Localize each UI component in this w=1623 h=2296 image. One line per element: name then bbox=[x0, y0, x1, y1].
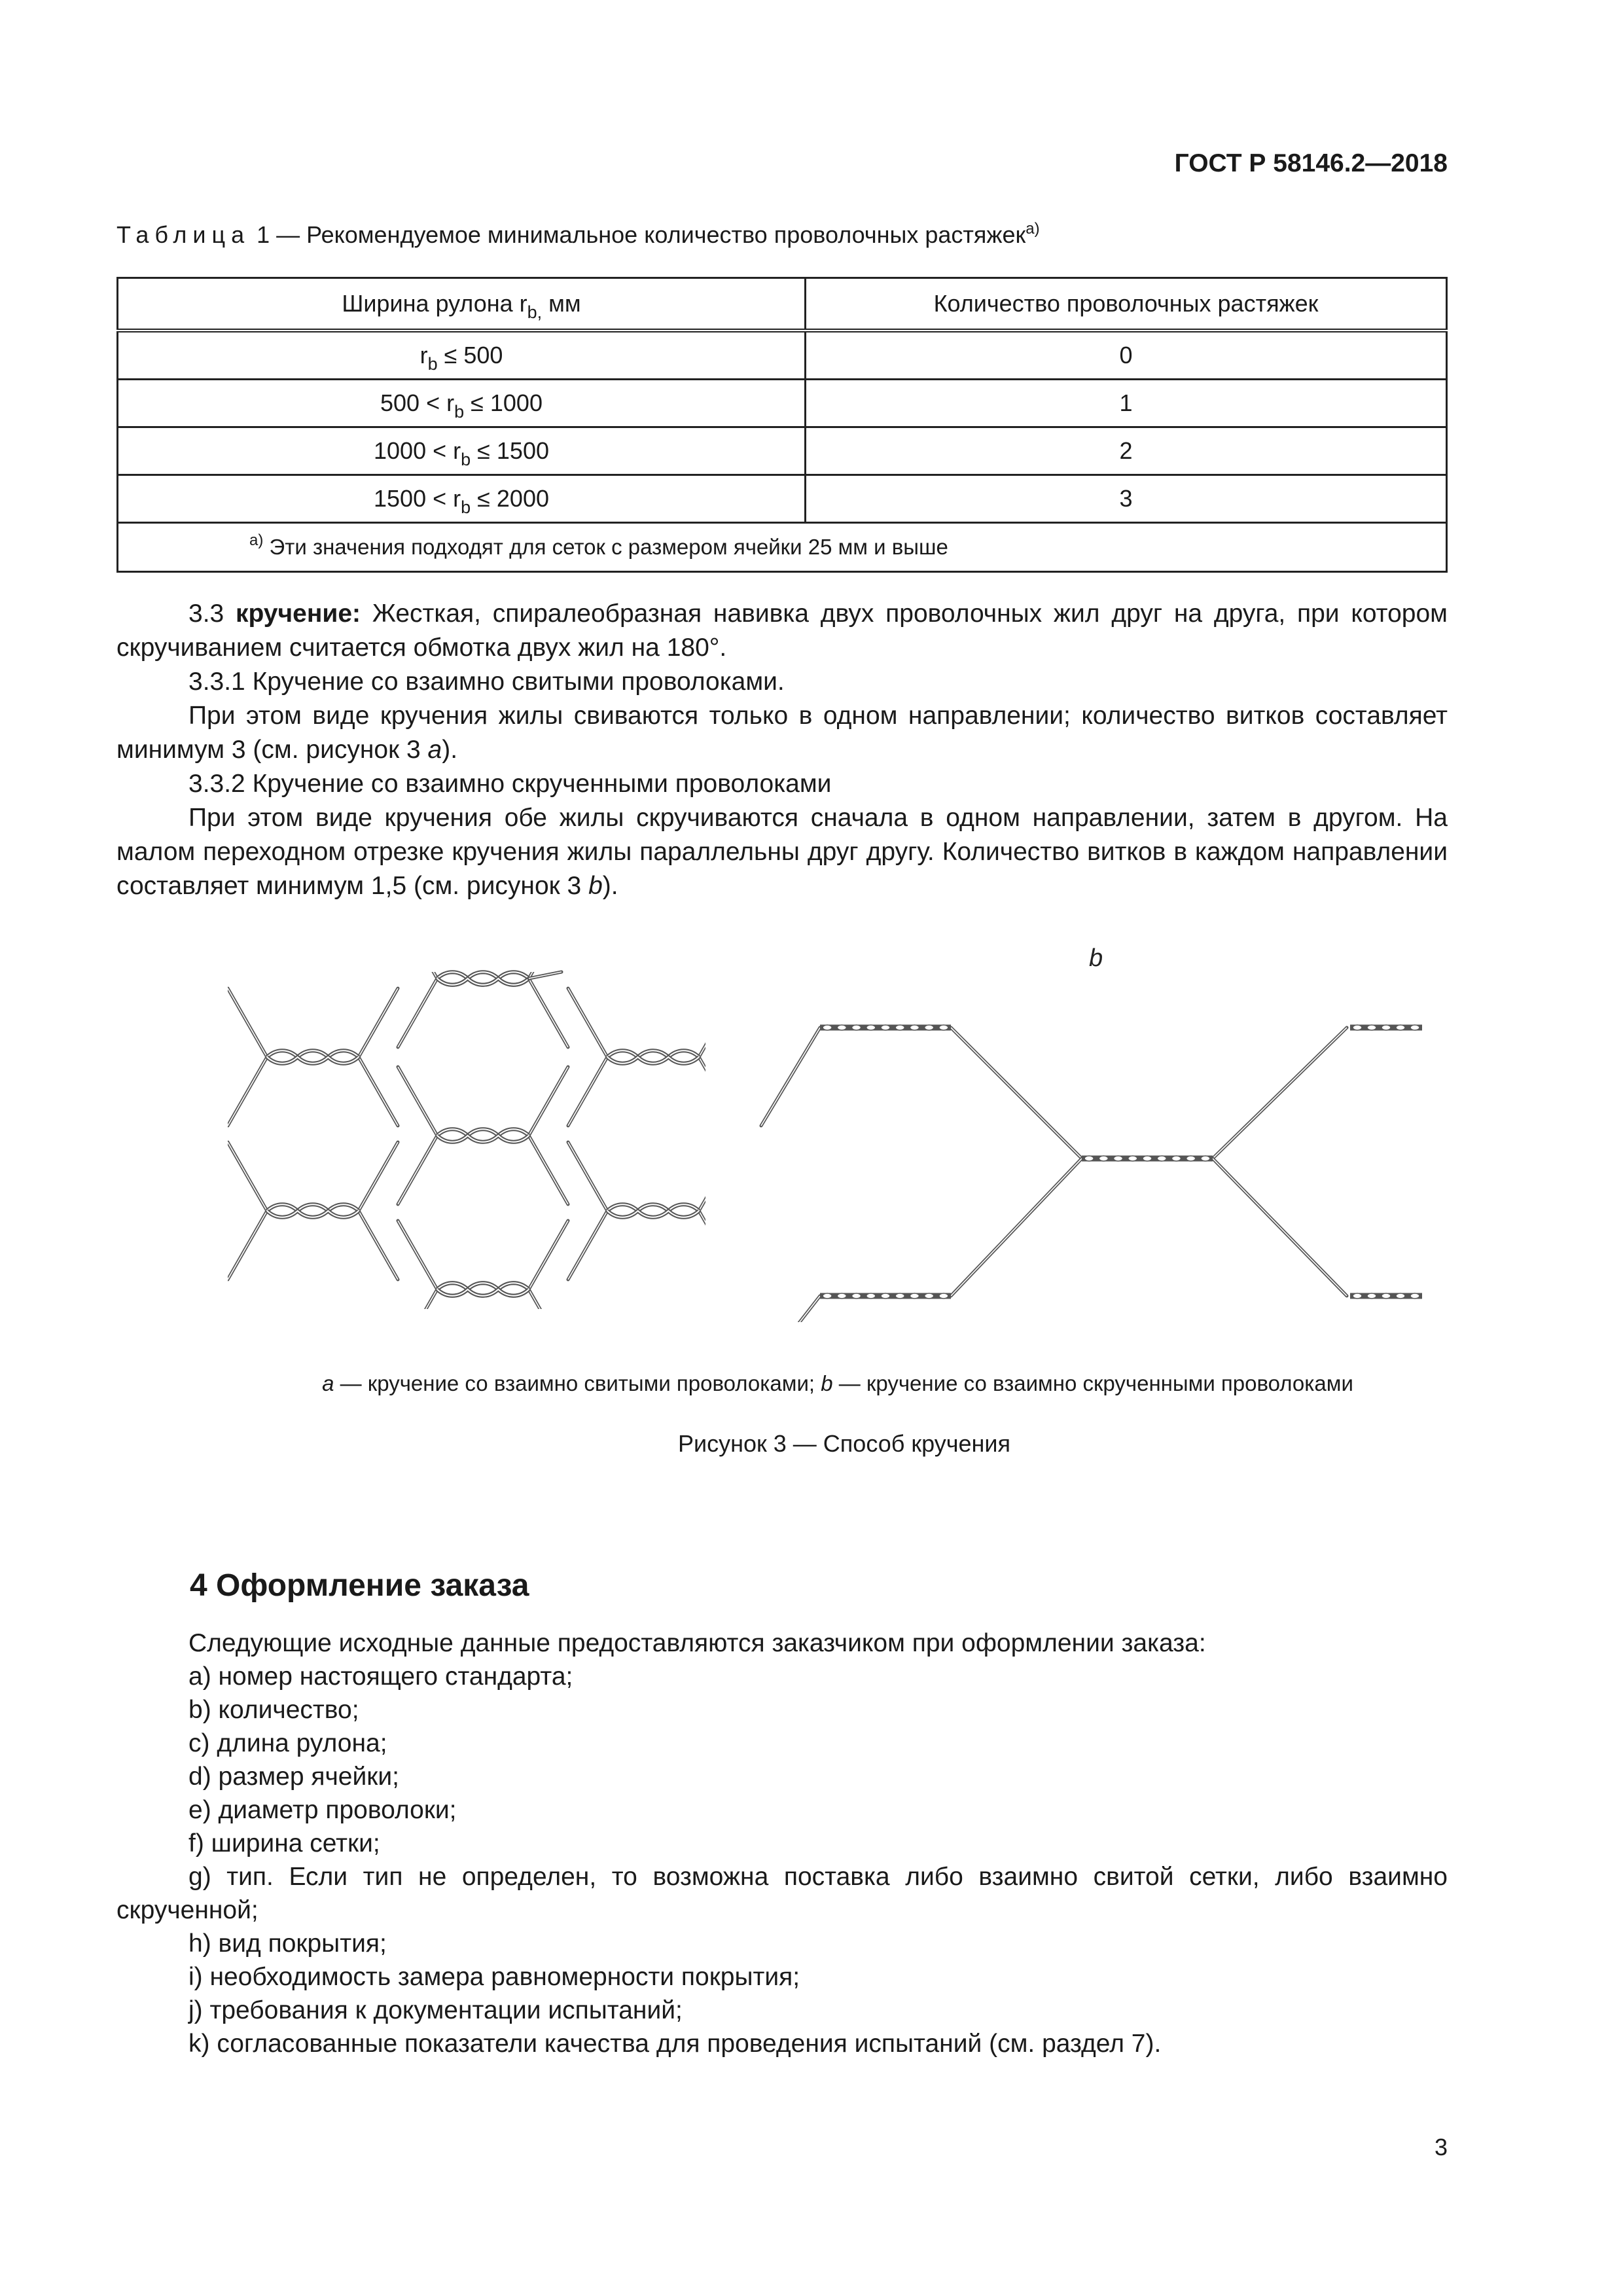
twist-turn bbox=[1143, 1156, 1152, 1161]
order-list-item: d) размер ячейки; bbox=[188, 1763, 399, 1791]
twist-turn bbox=[910, 1293, 919, 1299]
twist-turn bbox=[1367, 1293, 1376, 1299]
wire-highlight bbox=[228, 1142, 267, 1211]
twist-turn bbox=[895, 1025, 904, 1030]
order-list-item: a) номер настоящего стандарта; bbox=[188, 1662, 573, 1691]
clause-3-3 bbox=[116, 597, 1448, 903]
twist-turn bbox=[1186, 1156, 1196, 1161]
twist-turn bbox=[1382, 1025, 1391, 1030]
order-list-item: b) количество; bbox=[188, 1696, 359, 1724]
cell-text: 1500 < r bbox=[374, 485, 461, 512]
footnote-mark: a) bbox=[249, 531, 264, 549]
wire-double-twist bbox=[820, 1025, 951, 1030]
wire-twist bbox=[267, 1204, 359, 1217]
ties-count-cell: 1 bbox=[806, 380, 1447, 427]
twist-strand bbox=[607, 1204, 699, 1211]
twist-strand bbox=[267, 1204, 359, 1211]
twist-strand bbox=[437, 1289, 529, 1296]
legend-text-b: — кручение со взаимно скрученными проволоками bbox=[832, 1371, 1353, 1395]
paragraph-3-3-1-text bbox=[116, 699, 1448, 767]
figure-ref-a: a bbox=[427, 736, 442, 764]
table-caption bbox=[116, 221, 1040, 249]
twist-turn bbox=[1367, 1025, 1376, 1030]
legend-text-a: — кручение со взаимно свитыми проволоками; bbox=[334, 1371, 821, 1395]
twist-turn bbox=[939, 1293, 948, 1299]
twist-strand bbox=[267, 1211, 359, 1217]
mesh-double-twisted-wires bbox=[761, 916, 1448, 1322]
twist-turn bbox=[925, 1293, 934, 1299]
ties-count-cell: 3 bbox=[806, 475, 1447, 523]
table-row bbox=[118, 427, 1447, 475]
twist-turn bbox=[1410, 1293, 1419, 1299]
mask bbox=[116, 1309, 771, 1322]
paragraph-3-3-2-text bbox=[116, 801, 1448, 903]
column-header-unit: мм bbox=[542, 290, 581, 317]
wire-highlight bbox=[398, 1136, 437, 1204]
column-header-subscript: b, bbox=[527, 302, 543, 322]
order-list-item: i) необходимость замера равномерности покрытия; bbox=[188, 1963, 800, 1991]
wire-highlight bbox=[398, 1221, 437, 1289]
cell-text-end: ≤ 2000 bbox=[471, 485, 549, 512]
clause-number: 3.3 bbox=[188, 600, 236, 628]
twist-strand bbox=[437, 972, 529, 978]
wire-highlight bbox=[1213, 1158, 1347, 1296]
twist-turn bbox=[823, 1293, 832, 1299]
section-intro: Следующие исходные данные предоставляются заказчиком при оформлении заказа: bbox=[188, 1629, 1206, 1657]
twist-turn bbox=[1353, 1293, 1362, 1299]
table-row bbox=[118, 331, 1447, 380]
figure-caption: Рисунок 3 — Способ кручения bbox=[678, 1430, 1010, 1457]
order-list-item: k) согласованные показатели качества для проведения испытаний (см. раздел 7). bbox=[188, 2030, 1162, 2058]
wire-highlight bbox=[529, 1221, 568, 1289]
figure-label-b: b bbox=[1089, 944, 1103, 972]
cell-subscript: b bbox=[427, 354, 438, 374]
wire-highlight bbox=[228, 1057, 267, 1126]
table-container bbox=[116, 277, 1448, 573]
roll-width-cell bbox=[118, 380, 806, 427]
column-header-roll-width bbox=[118, 278, 806, 331]
twist-turn bbox=[1396, 1293, 1405, 1299]
wire-highlight bbox=[1213, 1028, 1347, 1158]
figure-legend bbox=[0, 1371, 1623, 1396]
wire-highlight bbox=[529, 1067, 568, 1136]
wire-highlight bbox=[359, 1211, 398, 1280]
twist-turn bbox=[1099, 1156, 1108, 1161]
legend-key-a: a bbox=[322, 1371, 334, 1395]
wire-highlight bbox=[359, 1057, 398, 1126]
wire-highlight bbox=[568, 1057, 607, 1126]
twist-turn bbox=[1084, 1156, 1094, 1161]
wire-twist bbox=[437, 972, 529, 985]
wire-highlight bbox=[228, 1211, 267, 1280]
wire-highlight bbox=[951, 1158, 1082, 1296]
cell-subscript: b bbox=[461, 497, 471, 517]
mask bbox=[116, 916, 228, 1322]
cell-text: 1000 < r bbox=[374, 437, 461, 464]
twist-turn bbox=[837, 1293, 846, 1299]
wire-highlight bbox=[529, 1136, 568, 1204]
table-caption-footnote-mark: a) bbox=[1026, 220, 1040, 238]
roll-width-cell bbox=[118, 427, 806, 475]
wire-highlight bbox=[398, 1067, 437, 1136]
paragraph-text: При этом виде кручения жилы свиваются только в одном направлении; количество витков составляет минимум 3 (см. рисунок 3 bbox=[116, 702, 1448, 764]
order-list-item: f) ширина сетки; bbox=[188, 1829, 380, 1857]
twist-turn bbox=[895, 1293, 904, 1299]
clause-term: кручение: bbox=[235, 600, 361, 628]
twist-turn bbox=[852, 1025, 861, 1030]
legend-key-b: b bbox=[821, 1371, 833, 1395]
order-list-item: e) диаметр проволоки; bbox=[188, 1796, 457, 1824]
twist-methods-illustration bbox=[116, 916, 1448, 1322]
twist-turn bbox=[866, 1293, 876, 1299]
wire-double-twist bbox=[1350, 1293, 1422, 1299]
order-requirements bbox=[116, 1626, 1448, 2060]
twist-turn bbox=[925, 1025, 934, 1030]
twist-turn bbox=[866, 1025, 876, 1030]
twist-turn bbox=[1128, 1156, 1137, 1161]
wire-double-twist bbox=[1350, 1025, 1422, 1030]
order-items-list bbox=[116, 1660, 1448, 2060]
twist-strand bbox=[607, 1057, 699, 1064]
column-header-ties-count: Количество проволочных растяжек bbox=[806, 278, 1447, 331]
cell-text-end: ≤ 1500 bbox=[471, 437, 549, 464]
mask bbox=[705, 916, 784, 1322]
twist-turn bbox=[881, 1025, 890, 1030]
order-list-item: c) длина рулона; bbox=[188, 1729, 387, 1757]
order-list-item: h) вид покрытия; bbox=[188, 1929, 387, 1958]
wire-ties-table bbox=[116, 277, 1448, 573]
wire-double-twist bbox=[1082, 1156, 1213, 1161]
twist-strand bbox=[437, 978, 529, 985]
paragraph-3-3-2: 3.3.2 Кручение со взаимно скрученными проволоками bbox=[188, 770, 832, 798]
twist-strand bbox=[437, 1129, 529, 1136]
paragraph-3-3 bbox=[116, 597, 1448, 665]
twist-strand bbox=[437, 1283, 529, 1289]
ties-count-cell: 0 bbox=[806, 331, 1447, 380]
twist-turn bbox=[910, 1025, 919, 1030]
mask bbox=[1425, 916, 1448, 1322]
page-number: 3 bbox=[1434, 2134, 1448, 2161]
table-caption-lead: Таблица bbox=[116, 221, 251, 248]
wire-twist bbox=[437, 1283, 529, 1296]
mesh-twisted-wires bbox=[116, 916, 784, 1322]
column-header-text: Ширина рулона r bbox=[342, 290, 527, 317]
twist-turn bbox=[1396, 1025, 1405, 1030]
table-caption-text: 1 — Рекомендуемое минимальное количество проволочных растяжек bbox=[250, 221, 1026, 248]
roll-width-cell bbox=[118, 475, 806, 523]
wire-twist bbox=[437, 1129, 529, 1142]
table-header-row bbox=[118, 278, 1447, 331]
twist-turn bbox=[1382, 1293, 1391, 1299]
twist-strand bbox=[607, 1211, 699, 1217]
wire-highlight bbox=[568, 988, 607, 1057]
clause-definition: Жесткая, спиралеобразная навивка двух проволочных жил друг на друга, при котором скручиванием считается обмотка двух жил на 180°. bbox=[116, 600, 1448, 662]
wire-twist bbox=[267, 1050, 359, 1064]
ties-count-cell: 2 bbox=[806, 427, 1447, 475]
twist-turn bbox=[1157, 1156, 1166, 1161]
footnote-text: Эти значения подходят для сеток с размером ячейки 25 мм и выше bbox=[263, 535, 948, 559]
twist-turn bbox=[1171, 1156, 1181, 1161]
twist-turn bbox=[823, 1025, 832, 1030]
standard-designation: ГОСТ Р 58146.2—2018 bbox=[1174, 149, 1448, 177]
twist-turn bbox=[1410, 1025, 1419, 1030]
roll-width-cell bbox=[118, 331, 806, 380]
table-row bbox=[118, 380, 1447, 427]
twist-strand bbox=[267, 1050, 359, 1057]
paragraph-end: ). bbox=[442, 736, 458, 764]
wire-highlight bbox=[398, 978, 437, 1047]
section-4-heading: 4 Оформление заказа bbox=[190, 1568, 529, 1603]
twist-turn bbox=[852, 1293, 861, 1299]
wire-highlight bbox=[568, 1211, 607, 1280]
twist-turn bbox=[1114, 1156, 1123, 1161]
twist-strand bbox=[437, 1136, 529, 1142]
twist-turn bbox=[1353, 1025, 1362, 1030]
cell-subscript: b bbox=[461, 450, 471, 469]
cell-subscript: b bbox=[454, 402, 465, 422]
wire-highlight bbox=[359, 988, 398, 1057]
paragraph-text: При этом виде кручения обе жилы скручиваются сначала в одном направлении, затем в другом. На малом переходном отрезке кручения жилы параллельны друг другу. Количество витков в каждом направлении составляет минимум 1,5 (см. рисунок 3 bbox=[116, 804, 1448, 900]
wire-highlight bbox=[359, 1142, 398, 1211]
cell-text: r bbox=[419, 342, 428, 368]
twist-turn bbox=[1201, 1156, 1210, 1161]
table-row bbox=[118, 475, 1447, 523]
wire-double-twist bbox=[820, 1293, 951, 1299]
mask bbox=[116, 916, 771, 972]
wire-twist bbox=[607, 1204, 699, 1217]
wire-highlight bbox=[568, 1142, 607, 1211]
twist-turn bbox=[837, 1025, 846, 1030]
table-footnote bbox=[118, 523, 1447, 572]
twist-strand bbox=[607, 1050, 699, 1057]
paragraph-3-3-1: 3.3.1 Кручение со взаимно свитыми проволоками. bbox=[188, 668, 785, 696]
order-list-item: g) тип. Если тип не определен, то возможна поставка либо взаимно свитой сетки, либо взаимно скрученной; bbox=[116, 1863, 1448, 1924]
wire-highlight bbox=[529, 978, 568, 1047]
cell-text-end: ≤ 500 bbox=[437, 342, 503, 368]
paragraph-end: ). bbox=[602, 872, 618, 900]
twist-strand bbox=[267, 1057, 359, 1064]
figure-ref-b: b bbox=[588, 872, 603, 900]
wire-highlight bbox=[228, 988, 267, 1057]
twist-turn bbox=[939, 1025, 948, 1030]
twist-turn bbox=[881, 1293, 890, 1299]
table-footnote-row bbox=[118, 523, 1447, 572]
wire-highlight bbox=[951, 1028, 1082, 1158]
wire-twist bbox=[607, 1050, 699, 1064]
order-list-item: j) требования к документации испытаний; bbox=[188, 1996, 683, 2024]
cell-text-end: ≤ 1000 bbox=[464, 389, 543, 416]
figure-3 bbox=[116, 916, 1448, 1322]
cell-text: 500 < r bbox=[380, 389, 455, 416]
